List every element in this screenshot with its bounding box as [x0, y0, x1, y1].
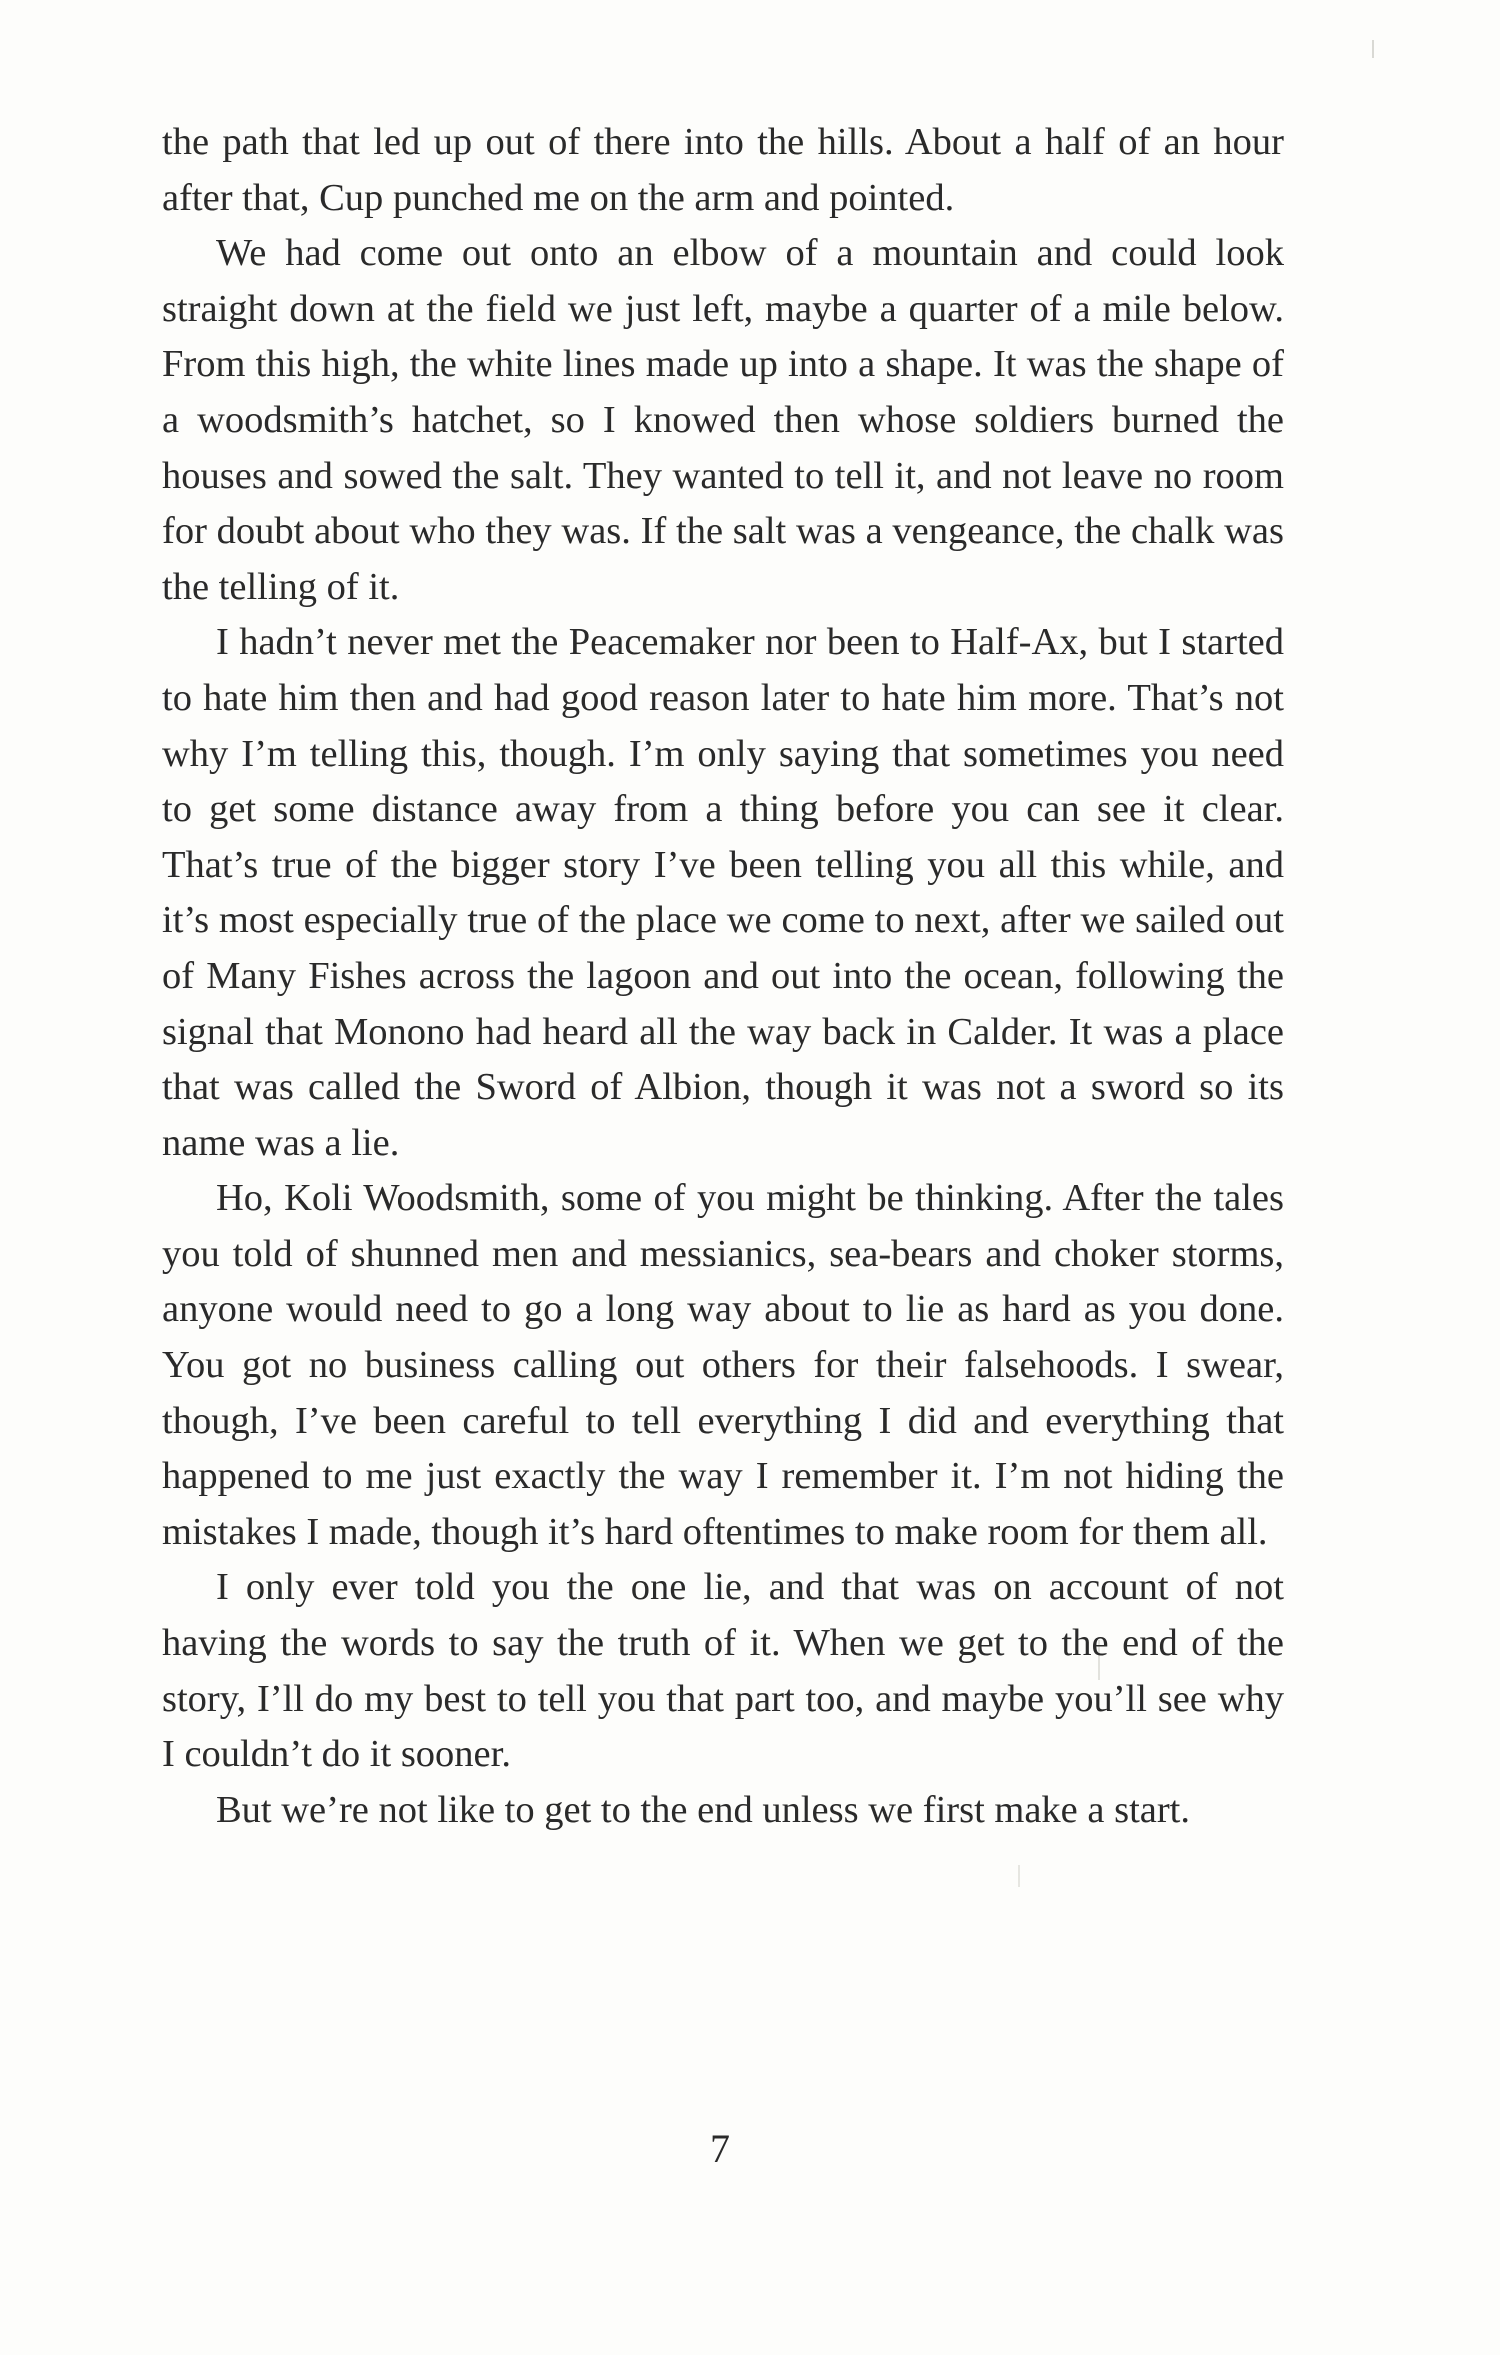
- paragraph: But we’re not like to get to the end unless we first make a start.: [216, 1788, 1191, 1831]
- scan-speck: [1372, 40, 1374, 58]
- paragraph: I only ever told you the one lie, and that was on account of not having the words to say the truth of it. When we get to the end of the story, I’ll do my best to tell you that part too, and maybe you’ll see why I couldn’t do it sooner.: [162, 1566, 1284, 1776]
- page-number: 7: [710, 2126, 730, 2171]
- scan-speck: [1018, 1865, 1020, 1887]
- paragraph: Ho, Koli Woodsmith, some of you might be thinking. After the tales you told of shunned men and messianics, sea-bears and choker storms, anyone would need to go a long way about to lie as hard as you done. You got no business calling out others for their falsehoods. I swear, though, I’ve been careful to tell everything I did and everything that happened to me just exactly the way I remember it. I’m not hiding the mistakes I made, though it’s hard oftentimes to make room for them all.: [162, 1177, 1284, 1553]
- body-text: [162, 115, 1284, 1838]
- paragraph: We had come out onto an elbow of a mountain and could look straight down at the field we just left, maybe a quarter of a mile below. From this high, the white lines made up into a shape. It was the shape of a woodsmith’s hatchet, so I knowed then whose soldiers burned the houses and sowed the salt. They wanted to tell it, and not leave no room for doubt about who they was. If the salt was a vengeance, the chalk was the telling of it.: [162, 232, 1284, 608]
- paragraph: I hadn’t never met the Peacemaker nor been to Half-Ax, but I started to hate him then and had good reason later to hate him more. That’s not why I’m telling this, though. I’m only saying that sometimes you need to get some distance away from a thing before you can see it clear. That’s true of the bigger story I’ve been telling you all this while, and it’s most especially true of the place we come to next, after we sailed out of Many Fishes across the lagoon and out into the ocean, following the signal that Monono had heard all the way back in Calder. It was a place that was called the Sword of Albion, though it was not a sword so its name was a lie.: [162, 621, 1284, 1164]
- paragraph-continued: the path that led up out of there into the hills. About a half of an hour after that, Cup punched me on the arm and pointed.: [162, 121, 1284, 219]
